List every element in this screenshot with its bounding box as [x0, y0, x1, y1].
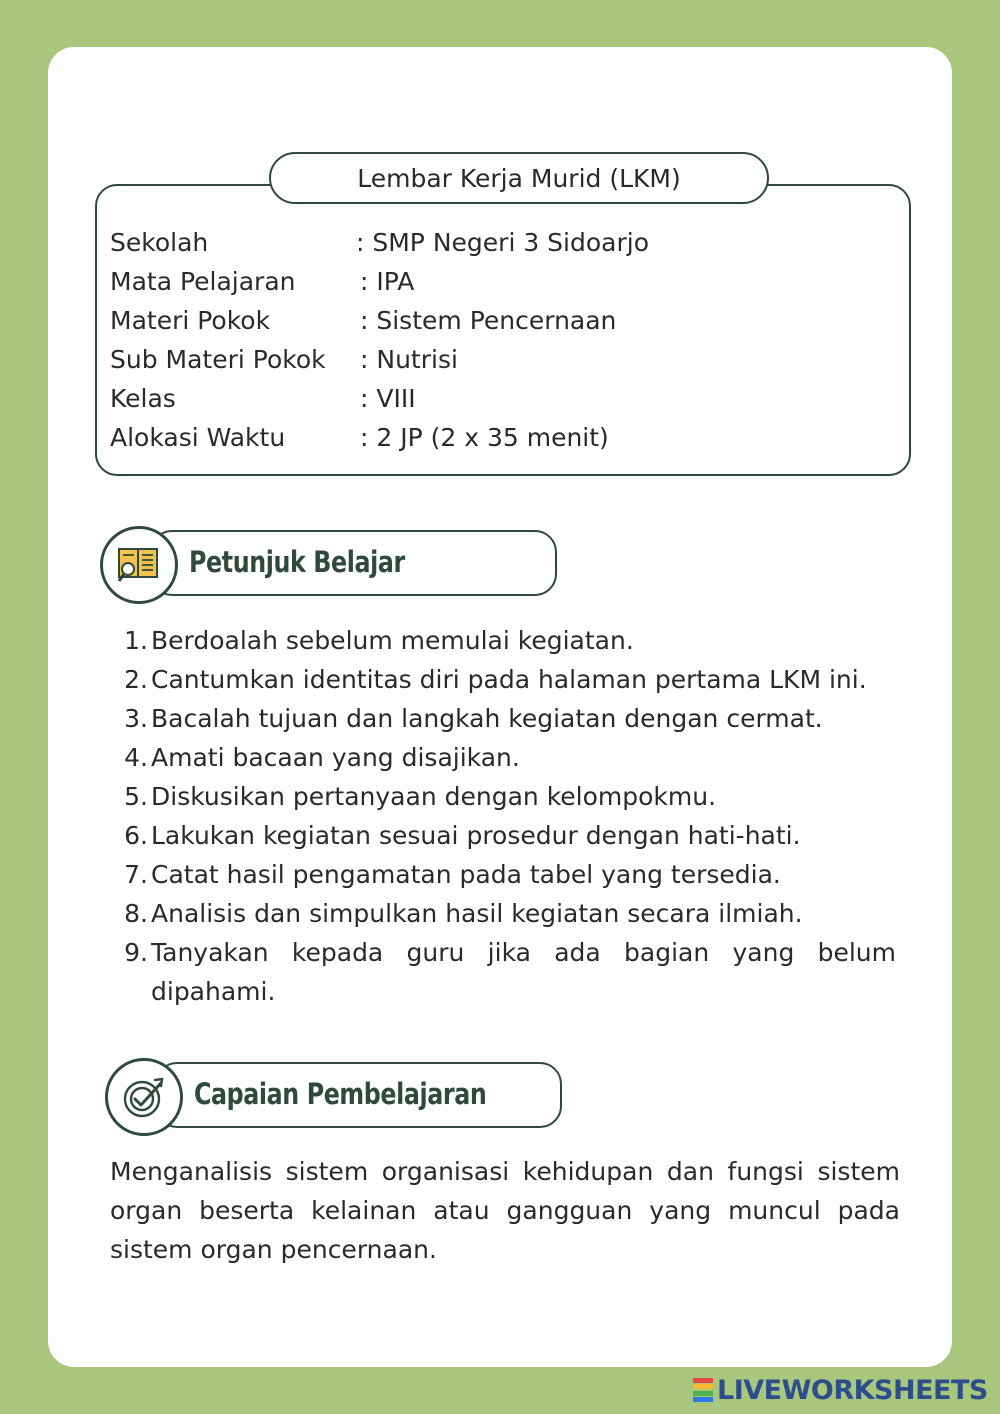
list-number: 5. [124, 782, 148, 811]
info-value: : VIII [360, 384, 416, 413]
capaian-icon-circle [105, 1058, 183, 1136]
list-text: Tanyakan kepada guru jika ada bagian yang belum [151, 938, 896, 967]
info-value: : Nutrisi [360, 345, 458, 374]
liveworksheets-mark-icon [693, 1378, 713, 1402]
list-number: 8. [124, 899, 148, 928]
target-check-icon [121, 1074, 167, 1120]
info-value: : IPA [360, 267, 415, 296]
petunjuk-title: Petunjuk Belajar [189, 545, 405, 579]
list-number: 9. [124, 938, 148, 967]
info-value: : 2 JP (2 x 35 menit) [360, 423, 609, 452]
info-value: : SMP Negeri 3 Sidoarjo [356, 228, 650, 257]
liveworksheets-logo[interactable] [693, 1374, 988, 1406]
paragraph-line: Menganalisis sistem organisasi kehidupan dan fungsi sistem [110, 1157, 900, 1186]
paragraph-line: organ beserta kelainan atau gangguan yang muncul pada [110, 1196, 900, 1225]
capaian-title: Capaian Pembelajaran [194, 1077, 487, 1111]
capaian-paragraph [110, 1152, 900, 1269]
list-number: 1. [124, 626, 148, 655]
info-label: Sub Materi Pokok [110, 345, 326, 374]
list-number: 3. [124, 704, 148, 733]
list-text: Cantumkan identitas diri pada halaman pertama LKM ini. [151, 665, 867, 694]
info-label: Alokasi Waktu [110, 423, 286, 452]
paragraph-line: sistem organ pencernaan. [110, 1235, 437, 1264]
worksheet-title: Lembar Kerja Murid (LKM) [269, 152, 769, 204]
list-text: dipahami. [151, 977, 276, 1006]
list-text: Berdoalah sebelum memulai kegiatan. [151, 626, 634, 655]
list-text: Analisis dan simpulkan hasil kegiatan secara ilmiah. [151, 899, 803, 928]
info-label: Materi Pokok [110, 306, 271, 335]
list-text: Catat hasil pengamatan pada tabel yang tersedia. [151, 860, 781, 889]
list-number: 2. [124, 665, 148, 694]
list-number: 6. [124, 821, 148, 850]
info-label: Sekolah [110, 228, 209, 257]
info-label: Kelas [110, 384, 176, 413]
brand-text: LIVEWORKSHEETS [717, 1374, 988, 1406]
list-text: Bacalah tujuan dan langkah kegiatan dengan cermat. [151, 704, 823, 733]
list-text: Diskusikan pertanyaan dengan kelompokmu. [151, 782, 717, 811]
list-text: Amati bacaan yang disajikan. [151, 743, 520, 772]
list-number: 7. [124, 860, 148, 889]
petunjuk-icon-circle [100, 526, 178, 604]
info-label: Mata Pelajaran [110, 267, 296, 296]
book-magnifier-icon [116, 545, 162, 585]
info-value: : Sistem Pencernaan [360, 306, 617, 335]
list-text: Lakukan kegiatan sesuai prosedur dengan hati-hati. [151, 821, 801, 850]
list-number: 4. [124, 743, 148, 772]
